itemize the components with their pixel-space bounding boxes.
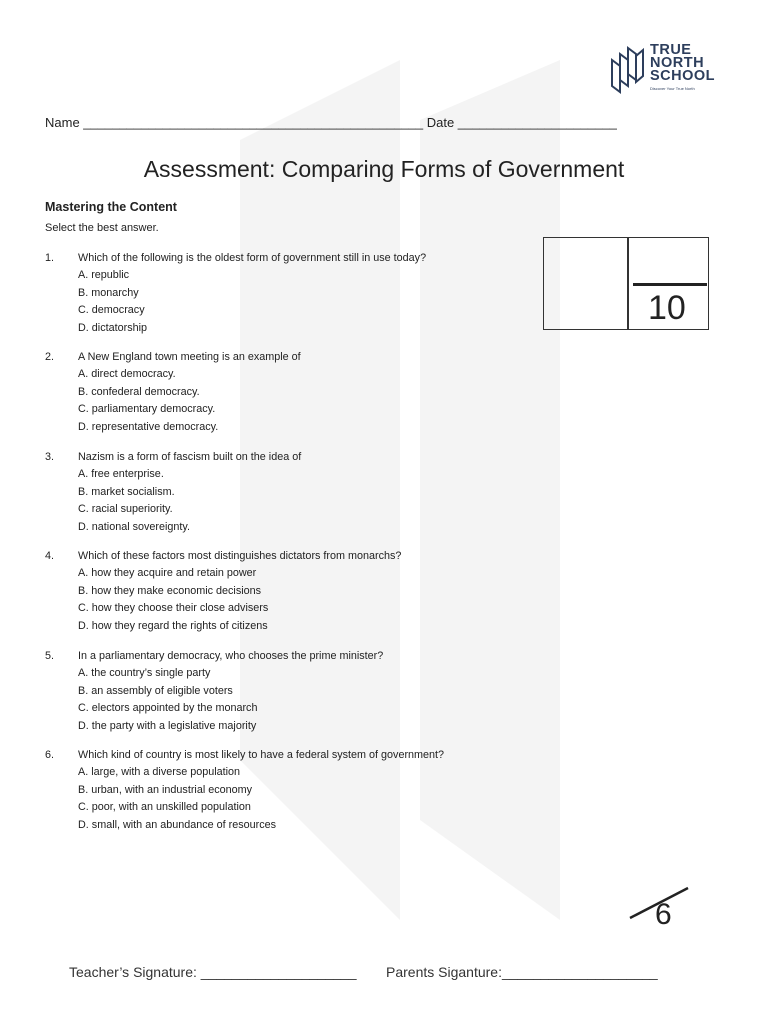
answer-option[interactable]: D. small, with an abundance of resources <box>78 819 277 831</box>
answer-option[interactable]: D. representative democracy. <box>78 421 219 433</box>
answer-option[interactable]: C. electors appointed by the monarch <box>78 702 258 714</box>
answer-option[interactable]: B. how they make economic decisions <box>78 585 262 597</box>
answer-option[interactable]: A. the country’s single party <box>78 667 211 679</box>
answer-option[interactable]: D. how they regard the rights of citizens <box>78 620 268 632</box>
question-stem: Nazism is a form of fascism built on the idea of <box>78 451 302 463</box>
logo-tagline: Discover Your True North <box>650 86 695 91</box>
question-stem: In a parliamentary democracy, who chooses the prime minister? <box>78 650 384 662</box>
question-stem: Which of the following is the oldest form of government still in use today? <box>78 252 427 264</box>
question-number: 5. <box>45 650 55 662</box>
question-stem: Which kind of country is most likely to have a federal system of government? <box>78 749 445 761</box>
score-box <box>543 237 709 330</box>
question-number: 3. <box>45 451 55 463</box>
question-number: 2. <box>45 351 55 363</box>
final-score-total: 6 <box>655 898 672 931</box>
question-number: 4. <box>45 550 55 562</box>
answer-option[interactable]: D. national sovereignty. <box>78 521 191 533</box>
logo-line-3: SCHOOL <box>650 68 716 84</box>
answer-option[interactable]: B. urban, with an industrial economy <box>78 784 253 796</box>
parent-signature-field[interactable]: Parents Siganture:____________________ <box>386 964 658 980</box>
question-number: 6. <box>45 749 55 761</box>
question-stem: A New England town meeting is an example of <box>78 351 301 363</box>
watermark-graphic <box>200 60 580 920</box>
answer-option[interactable]: A. direct democracy. <box>78 368 176 380</box>
school-logo <box>608 44 738 98</box>
answer-option[interactable]: B. confederal democracy. <box>78 386 200 398</box>
logo-wordmark <box>650 44 715 83</box>
score-fraction-line <box>633 283 707 286</box>
teacher-signature-field[interactable]: Teacher’s Signature: ____________________ <box>69 964 357 980</box>
page-title: Assessment: Comparing Forms of Government <box>143 156 625 182</box>
answer-option[interactable]: A. republic <box>78 269 130 281</box>
question-number: 1. <box>45 252 55 264</box>
answer-option[interactable]: C. democracy <box>78 304 145 316</box>
name-date-line[interactable]: Name _______________________________________________ Date ______________________ <box>45 115 617 130</box>
logo-line-1: TRUE <box>650 42 692 58</box>
answer-option[interactable]: A. how they acquire and retain power <box>78 567 257 579</box>
answer-option[interactable]: D. the party with a legislative majority <box>78 720 257 732</box>
answer-option[interactable]: C. how they choose their close advisers <box>78 602 269 614</box>
instruction-text: Select the best answer. <box>45 222 159 234</box>
answer-option[interactable]: B. monarchy <box>78 287 139 299</box>
section-heading: Mastering the Content <box>45 200 177 214</box>
answer-option[interactable]: B. an assembly of eligible voters <box>78 685 233 697</box>
logo-line-2: NORTH <box>650 55 705 71</box>
logo-mark-icon <box>608 46 646 94</box>
score-box-divider <box>627 238 629 329</box>
answer-option[interactable]: A. large, with a diverse population <box>78 766 241 778</box>
answer-option[interactable]: D. dictatorship <box>78 322 148 334</box>
answer-option[interactable]: C. parliamentary democracy. <box>78 403 216 415</box>
answer-option[interactable]: A. free enterprise. <box>78 468 164 480</box>
question-stem: Which of these factors most distinguishes dictators from monarchs? <box>78 550 402 562</box>
score-total: 10 <box>648 289 686 327</box>
answer-option[interactable]: B. market socialism. <box>78 486 175 498</box>
answer-option[interactable]: C. racial superiority. <box>78 503 173 515</box>
answer-option[interactable]: C. poor, with an unskilled population <box>78 801 251 813</box>
